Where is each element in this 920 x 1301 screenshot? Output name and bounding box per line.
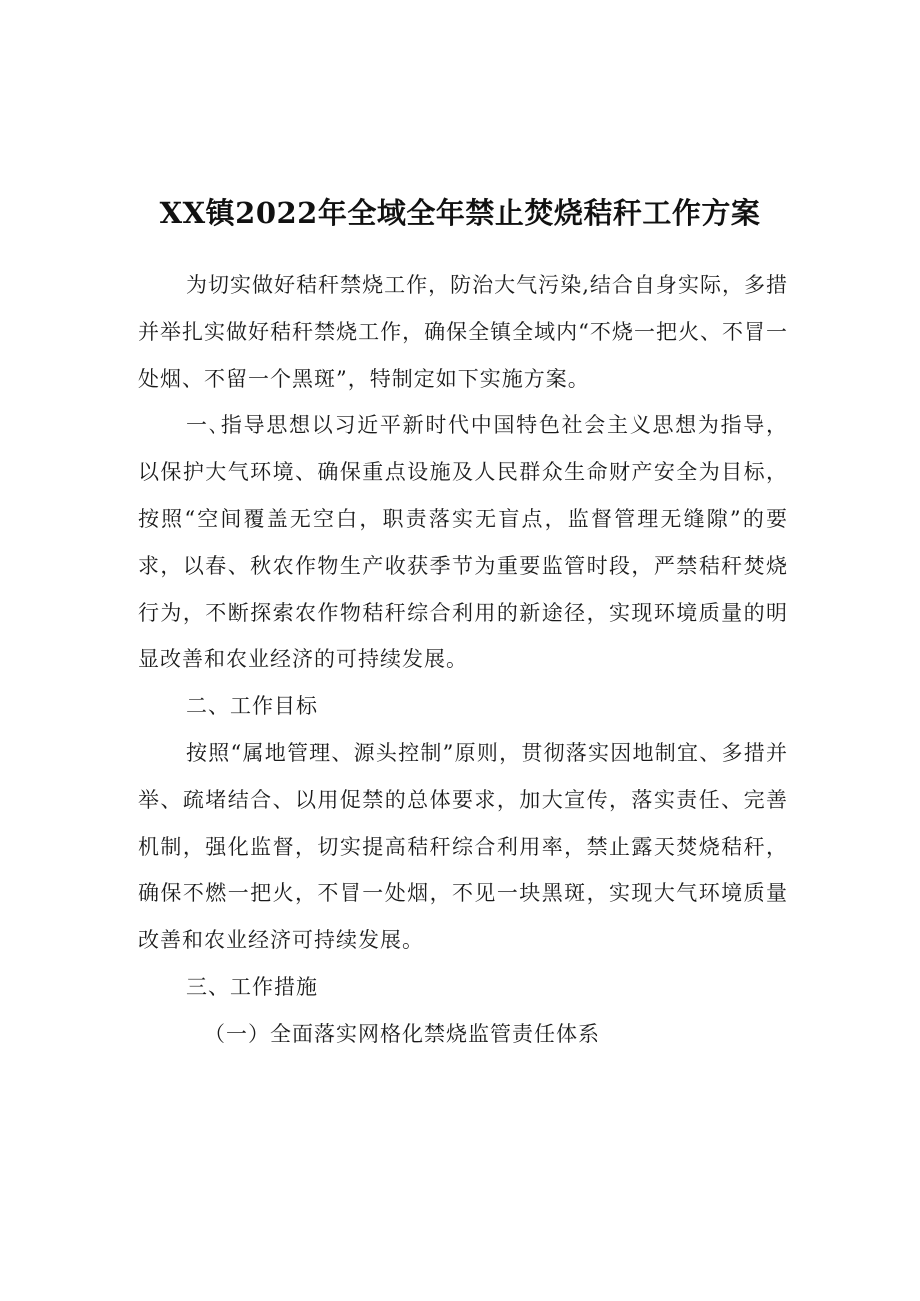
work-goals-paragraph: 按照“属地管理、源头控制”原则，贯彻落实因地制宜、多措并举、疏堵结合、以用促禁的总体要求，加大宣传，落实责任、完善机制，强化监督，切实提高秸秆综合利用率，禁止露天焚烧秸秆，确保不燃一把火，不冒一处烟，不见一块黑斑，实现大气环境质量改善和农业经济可持续发展。 (138, 740, 788, 953)
guiding-ideology-paragraph: 一､指导思想以习近平新时代中国特色社会主义思想为指导，以保护大气环境、确保重点设施及人民群众生命财产安全为目标，按照“空间覆盖无空白，职责落实无盲点，监督管理无缝隙”的要求，以春、秋农作物生产收获季节为重要监管时段，严禁秸秆焚烧行为，不断探索农作物秸秆综合利用的新途径，实现环境质量的明显改善和农业经济的可持续发展。 (138, 413, 788, 672)
document-title: XX镇2022年全域全年禁止焚烧秸秆工作方案 (159, 196, 761, 231)
intro-paragraph: 为切实做好秸秆禁烧工作，防治大气污染,结合自身实际，多措并举扎实做好秸秆禁烧工作，确保全镇全域内“不烧一把火、不冒一处烟、不留一个黑斑”，特制定如下实施方案。 (138, 273, 788, 391)
work-measures-subheading-1: （一）全面落实网格化禁烧监管责任体系 (204, 1021, 600, 1046)
document-body (138, 262, 788, 1058)
work-measures-heading: 三、工作措施 (186, 974, 318, 999)
work-goals-heading: 二、工作目标 (186, 694, 318, 719)
